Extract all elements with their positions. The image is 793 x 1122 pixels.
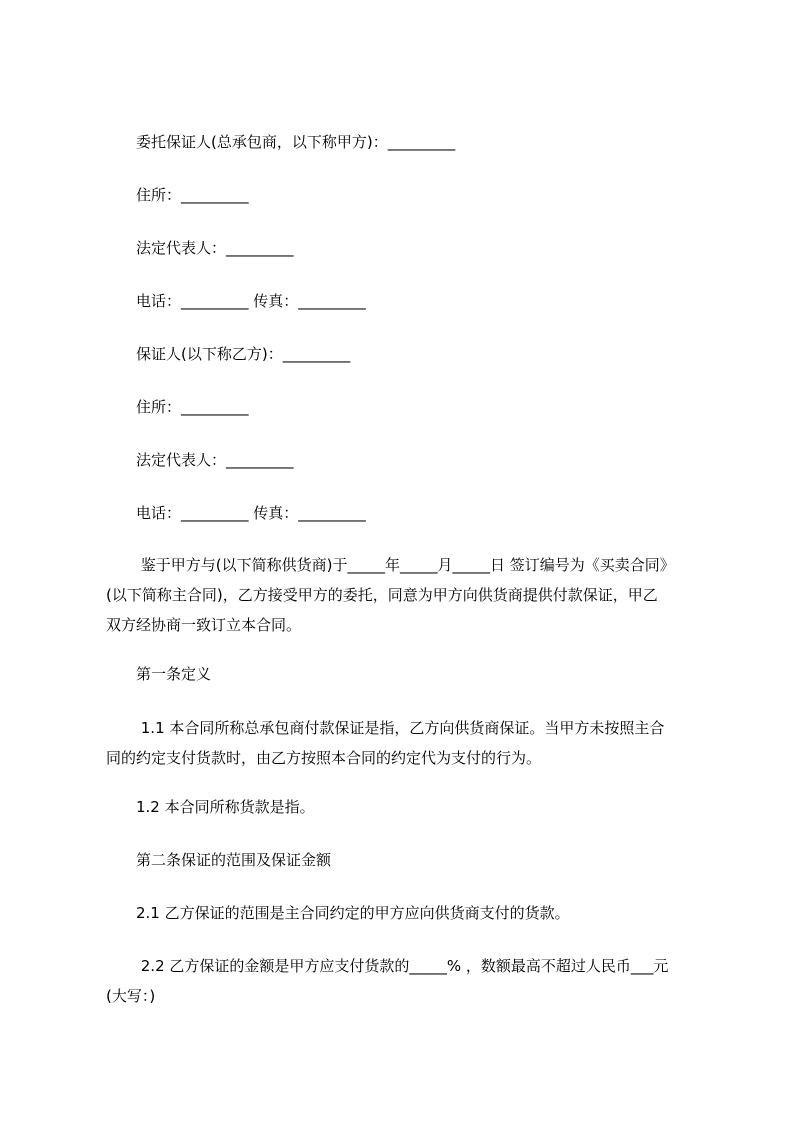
clause-2-2-line-2: (大写：) [106,987,156,1005]
clause-1-1-cont [106,743,716,773]
party-a-label: 委托保证人(总承包商，以下称甲方)：_________ [136,133,456,151]
party-b-contact: 电话：_________ 传真：_________ [136,504,366,522]
clause-1-1-line-2: 同的约定支付货款时，由乙方按照本合同的约定代为支付的行为。 [106,749,542,767]
preamble-line-1: 鉴于甲方与(以下简称供货商)于_____年_____月_____日 签订编号为《买卖合同》 [136,556,675,574]
article-1-heading: 第一条定义 [136,665,212,683]
clause-2-1: 2.1 乙方保证的范围是主合同约定的甲方应向供货商支付的货款。 [136,904,570,922]
preamble-paragraph-cont [106,580,716,640]
clause-2-2-cont [106,981,716,1011]
clause-1-1 [136,713,716,743]
clause-2-2 [136,951,716,981]
clause-2-2-line-1: 2.2 乙方保证的金额是甲方应支付货款的_____% ，数额最高不超过人民币___元 [136,957,669,975]
party-a-address: 住所：_________ [136,186,249,204]
clause-1-1-line-1: 1.1 本合同所称总承包商付款保证是指，乙方向供货商保证。当甲方未按照主合 [136,719,665,737]
party-b-representative: 法定代表人：_________ [136,451,294,469]
preamble-line-3: 双方经协商一致订立本合同。 [106,616,302,634]
party-a-representative: 法定代表人：_________ [136,239,294,257]
preamble-paragraph [136,550,716,580]
party-b-label: 保证人(以下称乙方)：_________ [136,345,351,363]
party-b-address: 住所：_________ [136,398,249,416]
preamble-line-2: (以下简称主合同)，乙方接受甲方的委托，同意为甲方向供货商提供付款保证，甲乙 [106,586,658,604]
clause-1-2: 1.2 本合同所称货款是指。 [136,798,315,816]
party-a-contact: 电话：_________ 传真：_________ [136,292,366,310]
article-2-heading: 第二条保证的范围及保证金额 [136,851,332,869]
